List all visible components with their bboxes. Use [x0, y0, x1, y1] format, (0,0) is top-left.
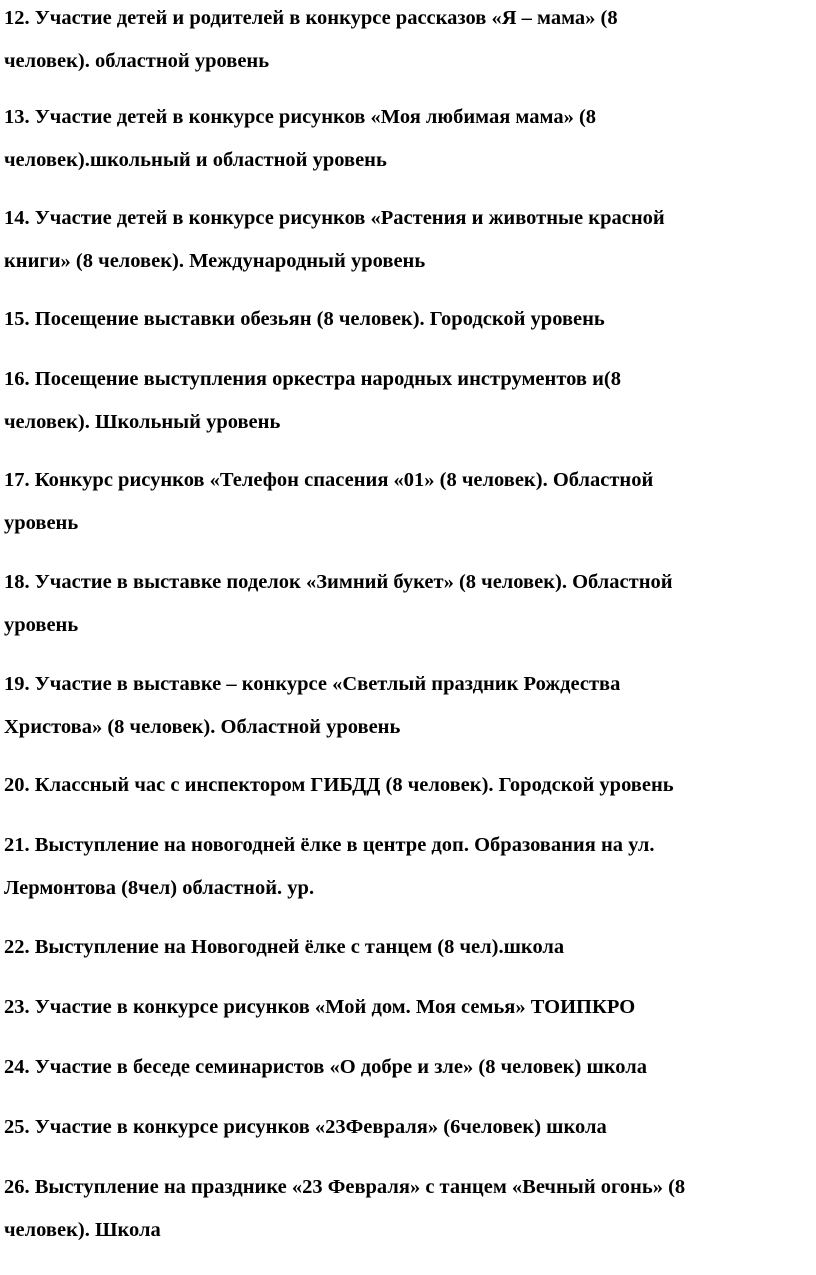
- item-line: 23. Участие в конкурсе рисунков «Мой дом. Моя семья» ТОИПКРО: [4, 996, 636, 1018]
- list-item: [4, 96, 816, 182]
- list-item: [4, 197, 816, 283]
- item-line: человек). Школа: [4, 1219, 161, 1241]
- list-item: [4, 1106, 816, 1149]
- item-line: уровень: [4, 512, 79, 534]
- item-line: Христова» (8 человек). Областной уровень: [4, 716, 401, 738]
- item-line: человек).школьный и областной уровень: [4, 149, 387, 171]
- list-item: [4, 298, 816, 341]
- item-line: 18. Участие в выставке поделок «Зимний букет» (8 человек). Областной: [4, 571, 673, 593]
- list-item: [4, 358, 816, 444]
- item-line: 20. Классный час с инспектором ГИБДД (8 человек). Городской уровень: [4, 774, 674, 796]
- item-line: 13. Участие детей в конкурсе рисунков «Моя любимая мама» (8: [4, 106, 597, 128]
- item-line: 16. Посещение выступления оркестра народных инструментов и(8: [4, 368, 621, 390]
- item-line: человек). областной уровень: [4, 50, 270, 72]
- list-item: [4, 824, 816, 910]
- item-line: 14. Участие детей в конкурсе рисунков «Растения и животные красной: [4, 207, 665, 229]
- item-line: 12. Участие детей и родителей в конкурсе рассказов «Я – мама» (8: [4, 7, 618, 29]
- list-item: [4, 1166, 816, 1252]
- item-line: уровень: [4, 614, 79, 636]
- item-line: человек). Школьный уровень: [4, 411, 281, 433]
- item-line: 25. Участие в конкурсе рисунков «23Февраля» (6человек) школа: [4, 1116, 607, 1138]
- item-line: Лермонтова (8чел) областной. ур.: [4, 877, 315, 899]
- item-line: 21. Выступление на новогодней ёлке в центре доп. Образования на ул.: [4, 834, 655, 856]
- item-line: 24. Участие в беседе семинаристов «О добре и зле» (8 человек) школа: [4, 1056, 648, 1078]
- item-line: 15. Посещение выставки обезьян (8 человек). Городской уровень: [4, 308, 605, 330]
- list-item: [4, 764, 816, 807]
- list-item: [4, 663, 816, 749]
- list-item: [4, 459, 816, 545]
- list-item: [4, 1046, 816, 1089]
- item-line: 17. Конкурс рисунков «Телефон спасения «01» (8 человек). Областной: [4, 469, 654, 491]
- list-item: [4, 986, 816, 1029]
- list-item: [4, 0, 816, 83]
- item-line: 19. Участие в выставке – конкурсе «Светлый праздник Рождества: [4, 673, 621, 695]
- item-line: книги» (8 человек). Международный уровень: [4, 250, 426, 272]
- list-item: [4, 926, 816, 969]
- item-line: 26. Выступление на празднике «23 Февраля» с танцем «Вечный огонь» (8: [4, 1176, 686, 1198]
- list-item: [4, 561, 816, 647]
- item-line: 22. Выступление на Новогодней ёлке с танцем (8 чел).школа: [4, 936, 565, 958]
